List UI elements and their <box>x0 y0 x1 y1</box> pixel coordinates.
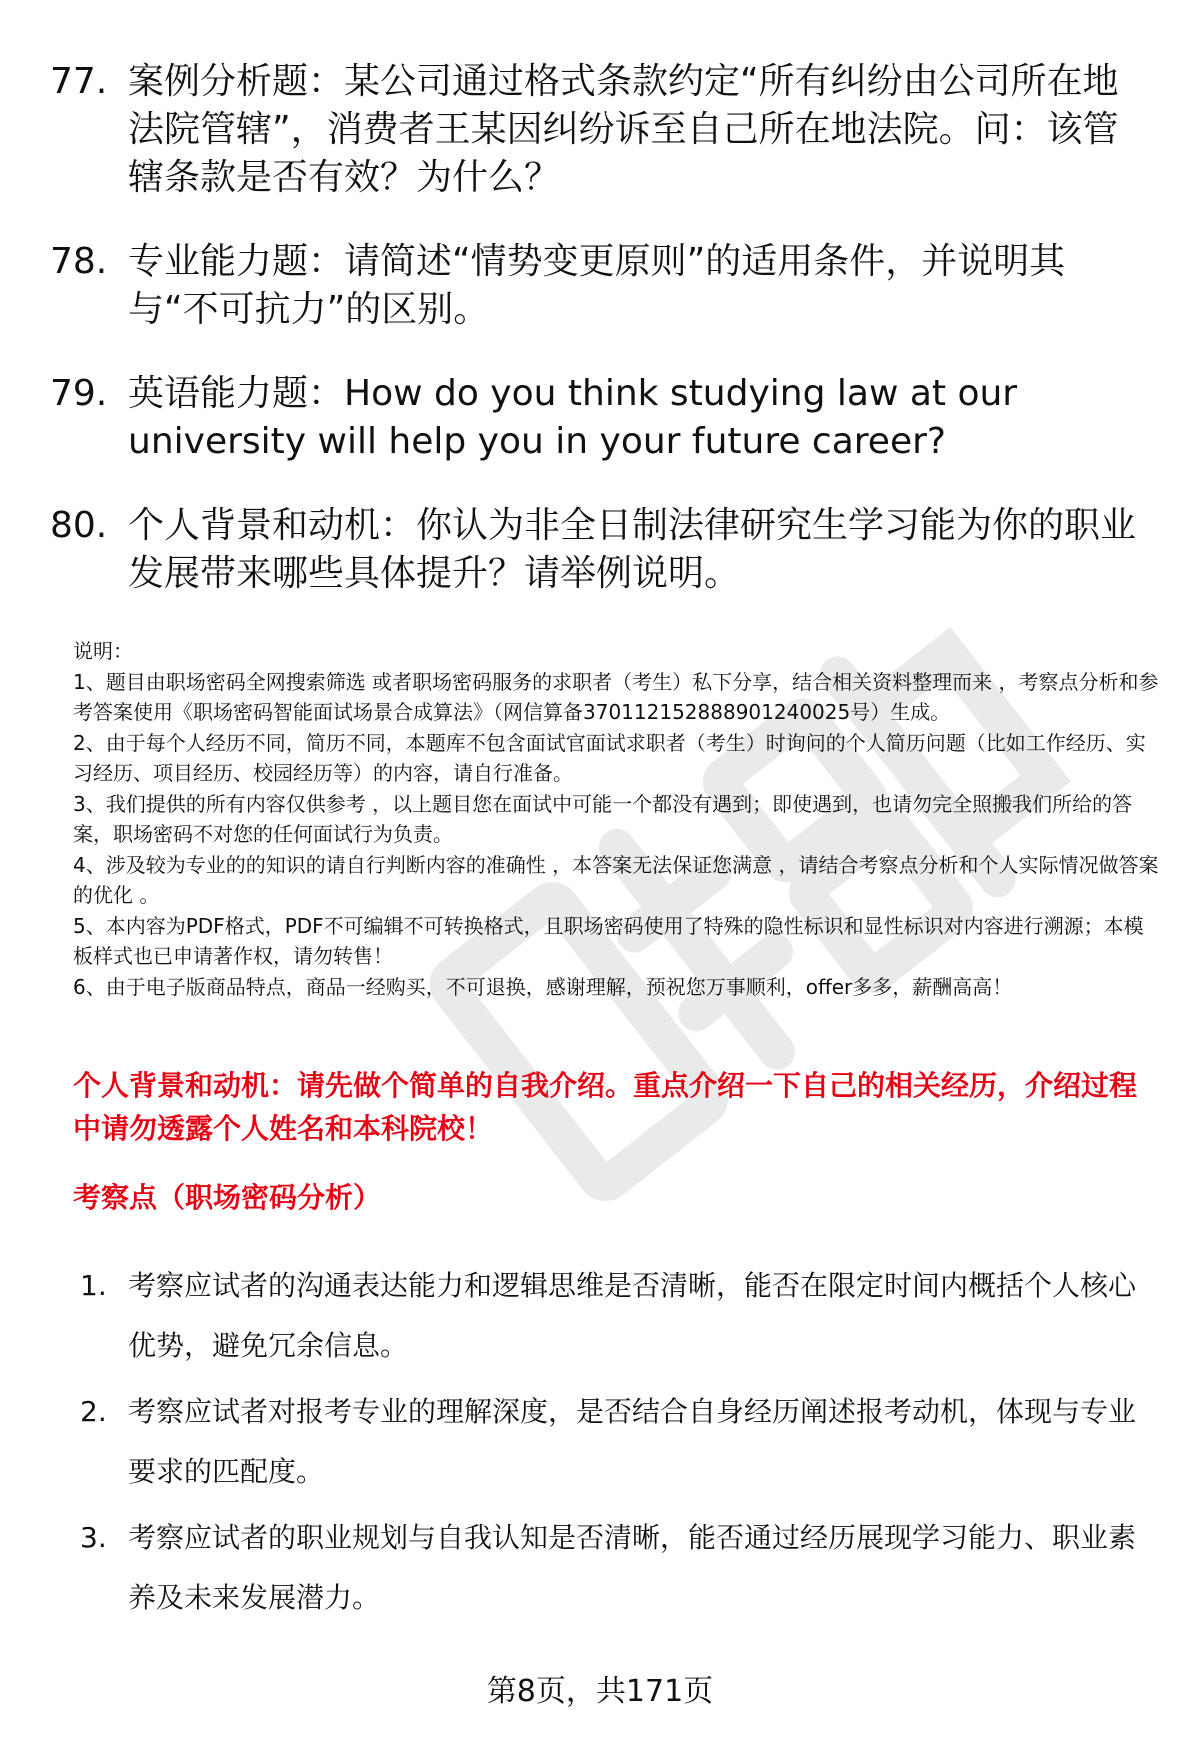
note-item: 5、本内容为PDF格式，PDF不可编辑不可转换格式，且职场密码使用了特殊的隐性标识和显性标识对内容进行溯源；本模板样式也已申请著作权，请勿转售！ <box>73 913 1144 968</box>
note-item: 3、我们提供的所有内容仅供参考 ，以上题目您在面试中可能一个都没有遇到；即使遇到，也请勿完全照搬我们所给的答案，职场密码不对您的任何面试行为负责。 <box>73 791 1133 846</box>
question-item <box>50 58 1150 202</box>
notes-section <box>73 636 1163 1002</box>
question-number: 77. <box>50 61 108 102</box>
question-number: 80. <box>50 505 108 546</box>
analysis-point <box>80 1382 1160 1502</box>
question-text: 专业能力题：请简述“情势变更原则”的适用条件，并说明其与“不可抗力”的区别。 <box>128 241 1066 330</box>
question-number: 78. <box>50 241 108 282</box>
point-text: 考察应试者的职业规划与自我认知是否清晰，能否通过经历展现学习能力、职业素养及未来发展潜力。 <box>128 1521 1137 1614</box>
question-item <box>50 502 1150 598</box>
question-number: 79. <box>50 373 108 414</box>
interview-prompt-section <box>73 1064 1153 1218</box>
point-text: 考察应试者的沟通表达能力和逻辑思维是否清晰，能否在限定时间内概括个人核心优势，避免冗余信息。 <box>128 1269 1137 1362</box>
point-number: 3. <box>80 1521 107 1554</box>
question-item <box>50 370 1150 466</box>
analysis-heading: 考察点（职场密码分析） <box>73 1181 382 1214</box>
question-text: 案例分析题：某公司通过格式条款约定“所有纠纷由公司所在地法院管辖”，消费者王某因纠纷诉至自己所在地法院。问：该管辖条款是否有效？为什么？ <box>128 61 1119 198</box>
point-text: 考察应试者对报考专业的理解深度，是否结合自身经历阐述报考动机，体现与专业要求的匹配度。 <box>128 1395 1137 1488</box>
point-number: 2. <box>80 1395 107 1428</box>
analysis-point-list <box>80 1256 1160 1634</box>
question-item <box>50 238 1150 334</box>
point-number: 1. <box>80 1269 107 1302</box>
question-text: 英语能力题：How do you think studying law at our university will help you in your future career? <box>128 373 1018 462</box>
analysis-point <box>80 1256 1160 1376</box>
note-item: 2、由于每个人经历不同，简历不同，本题库不包含面试官面试求职者（考生）时询问的个人简历问题（比如工作经历、实习经历、项目经历、校园经历等）的内容，请自行准备。 <box>73 730 1146 785</box>
analysis-point <box>80 1508 1160 1628</box>
note-item: 4、涉及较为专业的的知识的请自行判断内容的准确性 ，本答案无法保证您满意 ，请结合考察点分析和个人实际情况做答案的优化 。 <box>73 852 1159 907</box>
interview-prompt: 个人背景和动机：请先做个简单的自我介绍。重点介绍一下自己的相关经历，介绍过程中请勿透露个人姓名和本科院校！ <box>73 1069 1138 1145</box>
question-text: 个人背景和动机：你认为非全日制法律研究生学习能为你的职业发展带来哪些具体提升？请举例说明。 <box>128 505 1137 594</box>
note-item: 6、由于电子版商品特点，商品一经购买，不可退换，感谢理解，预祝您万事顺利，offer多多，薪酬高高！ <box>73 974 1013 999</box>
page-footer: 第8页，共171页 <box>486 1674 714 1709</box>
notes-title: 说明： <box>73 639 133 663</box>
question-list <box>50 58 1150 634</box>
note-item: 1、题目由职场密码全网搜索筛选 或者职场密码服务的求职者（考生）私下分享，结合相关资料整理而来 ，考察点分析和参考答案使用《职场密码智能面试场景合成算法》（网信算备370112152888901240025号）生成。 <box>73 669 1159 724</box>
